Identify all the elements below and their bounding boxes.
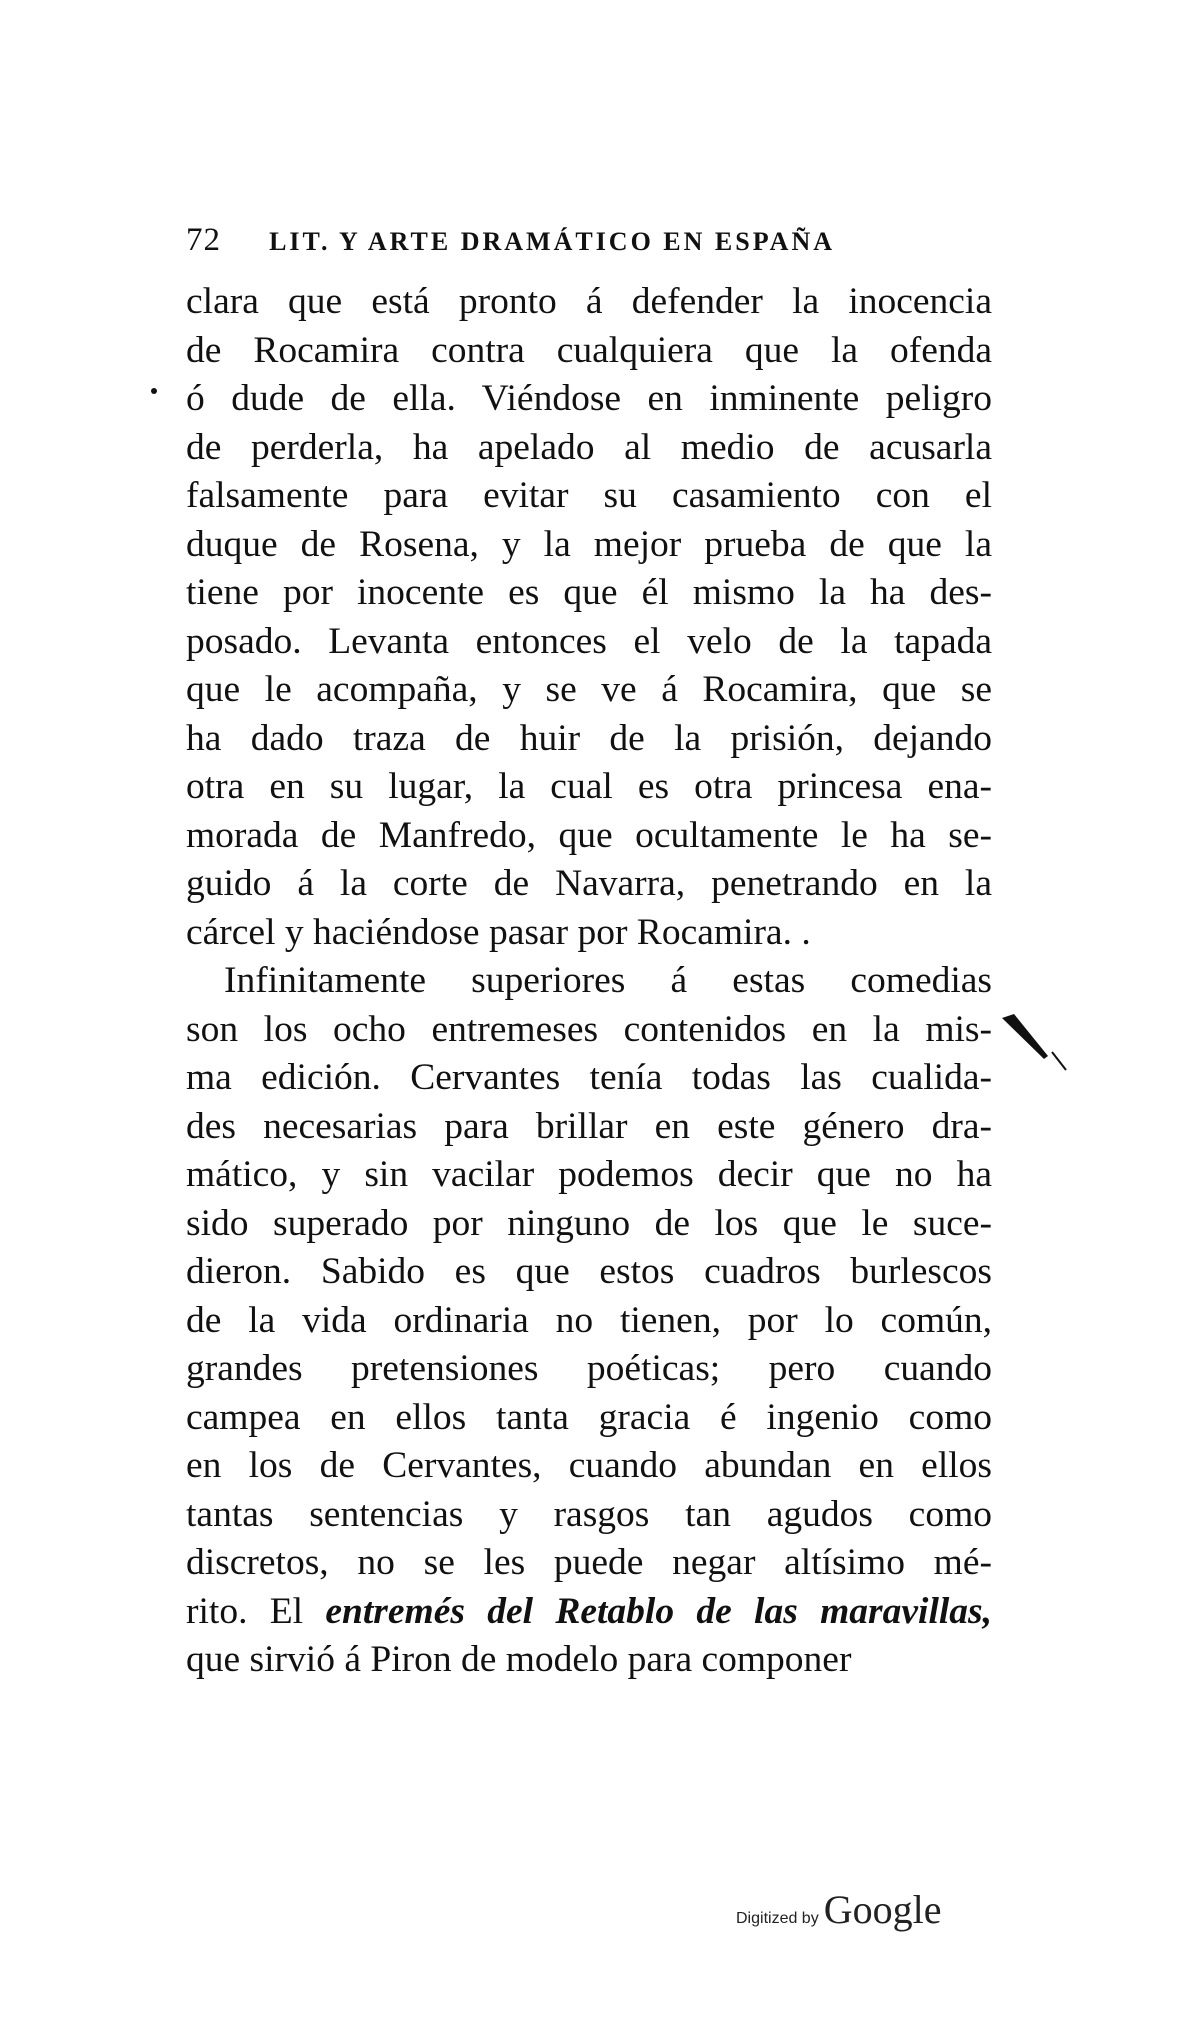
text-line: otra en su lugar, la cual es otra princesa ena- [186, 766, 992, 807]
running-head [186, 222, 986, 272]
text-line: de Rocamira contra cualquiera que la ofenda [186, 329, 992, 371]
margin-dot-mark [151, 388, 157, 394]
digitized-by-watermark [736, 1886, 942, 1933]
text-line: grandes pretensiones poéticas; pero cuando [186, 1348, 992, 1389]
text-line: duque de Rosena, y la mejor prueba de que la [186, 523, 992, 565]
text-line: que le acompaña, y se ve á Rocamira, que se [186, 669, 992, 710]
text-line: son los ocho entremeses contenidos en la mis- [186, 1008, 992, 1050]
text-line: posado. Levanta entonces el velo de la tapada [186, 620, 992, 662]
text-line: tantas sentencias y rasgos tan agudos como [186, 1493, 992, 1535]
body-text [186, 278, 992, 1685]
text-line: guido á la corte de Navarra, penetrando en la [186, 863, 992, 904]
text-line: mático, y sin vacilar podemos decir que no ha [186, 1154, 992, 1195]
text-line: campea en ellos tanta gracia é ingenio como [186, 1396, 992, 1438]
running-head-title: LIT. Y ARTE DRAMÁTICO EN ESPAÑA [269, 227, 836, 256]
text-line: tiene por inocente es que él mismo la ha des- [186, 572, 992, 613]
text-line: en los de Cervantes, cuando abundan en ellos [186, 1445, 992, 1486]
page-number: 72 [186, 222, 221, 258]
google-logo: Google [823, 1887, 942, 1932]
text-line: des necesarias para brillar en este género dra- [186, 1105, 992, 1147]
text-line-paragraph-end: cárcel y haciéndose pasar por Rocamira. . [186, 911, 811, 953]
work-title-italic: entremés del Retablo de las maravillas, [325, 1590, 992, 1632]
margin-pen-stroke-mark [1000, 1012, 1070, 1072]
text-line: morada de Manfredo, que ocultamente le ha se- [186, 814, 992, 856]
text-line-paragraph-start: Infinitamente superiores á estas comedias [224, 960, 992, 1001]
digitized-by-text: Digitized by [736, 1910, 819, 1927]
text-line: ó dude de ella. Viéndose en inminente peligro [186, 378, 992, 419]
text-line: discretos, no se les puede negar altísimo mé- [186, 1542, 992, 1583]
text-line: dieron. Sabido es que estos cuadros burlescos [186, 1251, 992, 1292]
text-line: clara que está pronto á defender la inocencia [186, 281, 992, 322]
text-line: sido superado por ninguno de los que le suce- [186, 1202, 992, 1244]
text-run: rito. El [186, 1590, 326, 1632]
text-line: ma edición. Cervantes tenía todas las cualida- [186, 1057, 992, 1098]
text-line: de perderla, ha apelado al medio de acusarla [186, 426, 992, 468]
text-line: ha dado traza de huir de la prisión, dejando [186, 717, 992, 759]
text-line: falsamente para evitar su casamiento con el [186, 475, 992, 516]
text-line-with-title [186, 1588, 992, 1637]
text-line: que sirvió á Piron de modelo para componer [186, 1639, 852, 1680]
text-line: de la vida ordinaria no tienen, por lo común, [186, 1299, 992, 1341]
